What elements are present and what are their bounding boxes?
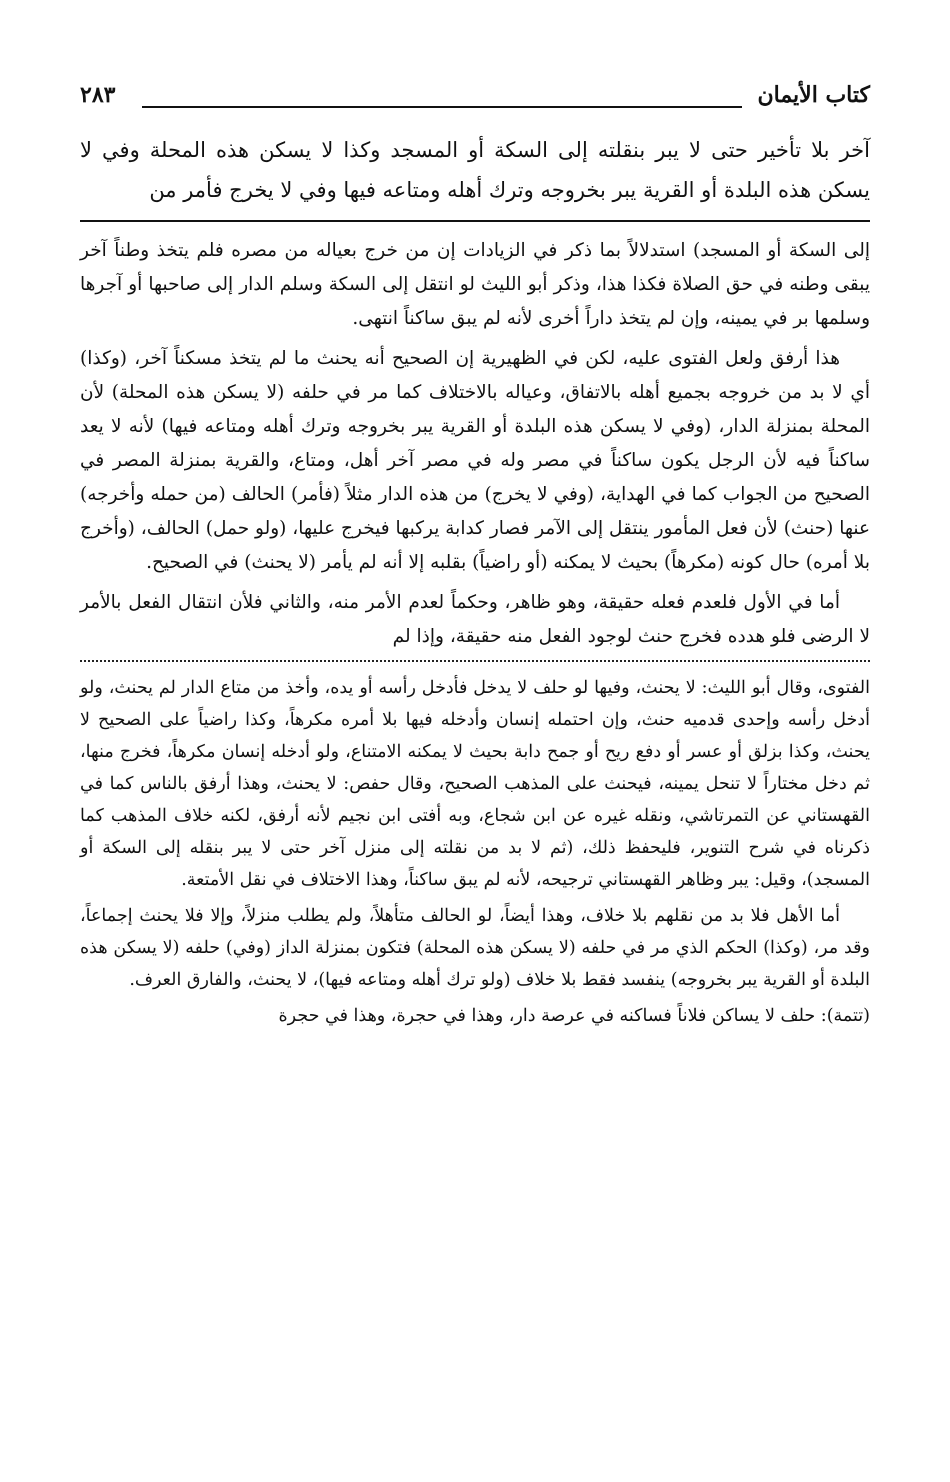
commentary-paragraph: أما في الأول فلعدم فعله حقيقة، وهو ظاهر، وحكماً لعدم الأمر منه، والثاني فلأن انتقال الفعل بالأمر لا الرضى فلو هدده فخرج حنث لوجود الفعل منه حقيقة، وإذا لم <box>80 592 870 647</box>
header-rule <box>142 106 742 108</box>
running-header <box>80 82 870 116</box>
page <box>80 82 870 1036</box>
marginal-notes <box>80 672 870 1032</box>
book-title: كتاب الأيمان <box>757 82 870 108</box>
main-text-divider <box>80 220 870 222</box>
footnote-divider <box>80 660 870 662</box>
commentary <box>80 234 870 654</box>
notes-paragraph: الفتوى، وقال أبو الليث: لا يحنث، وفيها لو حلف لا يدخل فأدخل رأسه أو يده، وأخذ من متاع الدار لم يحنث، ولو أدخل رأسه وإحدى قدميه حنث، وإن احتمله إنسان وأدخله فيها بلا أمره مكرهاً، وكذا راضياً على الصحيح لا يحنث، وكذا بزلق أو عسر أو دفع ريح أو جمح دابة بحيث لا يمكنه الامتناع، ولو أدخله إنسان مكرهاً، فخرج منها، ثم دخل مختاراً لا تنحل يمينه، فيحنث على المذهب الصحيح، وقال حفص: لا يحنث، وهذا أرفق بالناس كما في القهستاني عن التمرتاشي، ونقله غيره عن ابن شجاع، وبه أفتى ابن نجيم لأنه أرفق، لكنه خلاف المذهب كما ذكرناه في شرح التنوير، فليحفظ ذلك، (ثم لا بد من نقلته إلى منزل آخر حتى لا يبر بنقله إلى السكة أو المسجد)، وقيل: يبر وظاهر القهستاني ترجيحه، لأنه لم يبق ساكناً، وهذا الاختلاف في نقل الأمتعة. <box>80 678 870 890</box>
commentary-paragraph: إلى السكة أو المسجد) استدلالاً بما ذكر في الزيادات إن من خرج بعياله من مصره فلم يتخذ وطناً آخر يبقى وطنه في حق الصلاة فكذا هذا، وذكر أبو الليث لو انتقل إلى السكة وسلم الدار إلى صاحبها أو آجرها وسلمها بر في يمينه، وإن لم يتخذ داراً أخرى لأنه لم يبق ساكناً انتهى. <box>80 240 870 329</box>
matn-text: آخر بلا تأخير حتى لا يبر بنقلته إلى السكة أو المسجد وكذا لا يسكن هذه المحلة وفي لا يسكن هذه البلدة أو القرية يبر بخروجه وترك أهله ومتاعه فيها وفي لا يخرج فأمر من <box>80 138 870 202</box>
notes-paragraph: (تتمة): حلف لا يساكن فلاناً فساكنه في عرصة دار، وهذا في حجرة، وهذا في حجرة <box>278 1006 870 1026</box>
page-number: ٢٨٣ <box>80 82 116 108</box>
notes-paragraph: أما الأهل فلا بد من نقلهم بلا خلاف، وهذا أيضاً، لو الحالف متأهلاً، ولم يطلب منزلاً، وإلا فلا يحنث إجماعاً، وقد مر، (وكذا) الحكم الذي مر في حلفه (لا يسكن هذه المحلة) فتكون بمنزلة الداز (وفي) حلفه (لا يسكن هذه البلدة أو القرية يبر بخروجه) ينفسد فقط بلا خلاف (ولو ترك أهله ومتاعه فيها)، لا يحنث، والفارق العرف. <box>80 906 870 990</box>
commentary-paragraph: هذا أرفق ولعل الفتوى عليه، لكن في الظهيرية إن الصحيح أنه يحنث ما لم يتخذ مسكناً آخر، (وكذا) أي لا بد من خروجه بجميع أهله بالاتفاق، وعياله بالاختلاف كما مر في حلفه (لا يسكن هذه المحلة) لأن المحلة بمنزلة الدار، (وفي لا يسكن هذه البلدة أو القرية يبر بخروجه وترك أهله ومتاعه فيها) لأنه لا يعد ساكناً فيه لأن الرجل يكون ساكناً في مصر وله في مصر آخر أهل، ومتاع، والقرية بمنزلة المصر في الصحيح من الجواب كما في الهداية، (وفي لا يخرج) من هذه الدار مثلاً (فأمر) الحالف (من حمله وأخرجه) عنها (حنث) لأن فعل المأمور ينتقل إلى الآمر فصار كدابة يركبها فيخرج عليها، (ولو حمل) الحالف، (وأخرج بلا أمره) حال كونه (مكرهاً) بحيث لا يمكنه (أو راضياً) بقلبه إلا أنه لم يأمر (لا يحنث) في الصحيح. <box>80 348 870 573</box>
